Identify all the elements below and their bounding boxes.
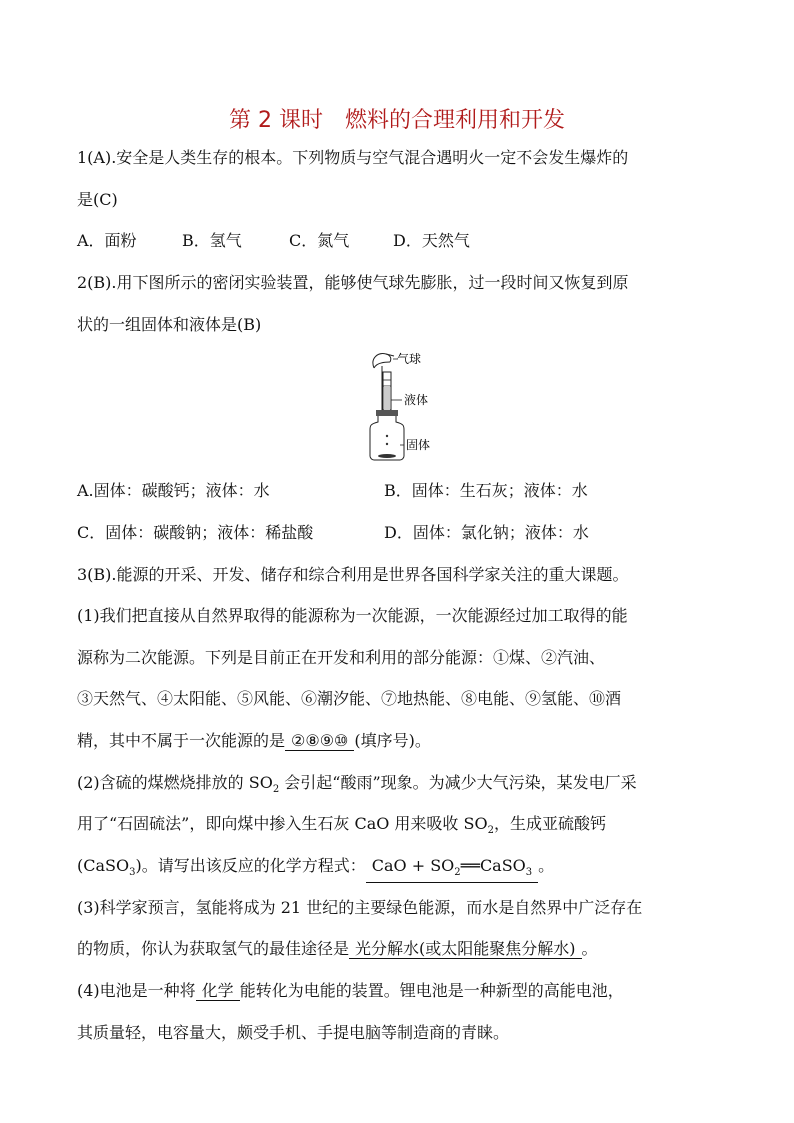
q3-part3-suffix: 。 [581, 939, 598, 958]
q3-part1-line-3: ③天然气、④太阳能、⑤风能、⑥潮汐能、⑦地热能、⑧电能、⑨氢能、⑩酒 [77, 689, 622, 708]
q3-part2-line-1 [77, 771, 637, 802]
q3-part2-line-2 [77, 812, 606, 843]
equation-sub-1: 2 [454, 867, 461, 879]
q3-part1-prefix: 精，其中不属于一次能源的是 [77, 731, 286, 750]
q3-part4-answer: 化学 [196, 981, 240, 1001]
q2-line-2: 状的一组固体和液体是(B) [77, 315, 262, 334]
q3-part1-answer: ②⑧⑨⑩ [285, 731, 354, 751]
q1-option-d: D．天然气 [393, 231, 470, 250]
q2-line-1: 2(B).用下图所示的密闭实验装置，能够使气球先膨胀，过一段时间又恢复到原 [77, 273, 629, 292]
q3-part2-l1-pre: (2)含硫的煤燃烧排放的 SO [77, 773, 273, 792]
q3-part4-line-2: 其质量轻，电容量大，颇受手机、手提电脑等制造商的青睐。 [77, 1023, 510, 1042]
q1-option-b: B．氢气 [182, 231, 242, 250]
figure-label-balloon: 气球 [397, 352, 422, 366]
q3-part1-line-2: 源称为二次能源。下列是目前正在开发和利用的部分能源：①煤、②汽油、 [77, 648, 606, 667]
q3-part2-l2-post: ，生成亚硫酸钙 [493, 814, 606, 833]
q3-part4-suffix: 能转化为电能的装置。锂电池是一种新型的高能电池， [239, 981, 624, 1000]
q3-part2-l3-sub: 3 [129, 867, 136, 879]
q3-part3-line-2 [77, 937, 598, 961]
q2-option-b: B．固体：生石灰；液体：水 [384, 481, 588, 500]
q3-part3-prefix: 的物质，你认为获取氢气的最佳途径是 [77, 939, 350, 958]
q3-intro: 3(B).能源的开采、开发、储存和综合利用是世界各国科学家关注的重大课题。 [77, 565, 629, 584]
equation-sub-2: 3 [525, 867, 533, 879]
q3-part1-suffix: (填序号)。 [354, 731, 431, 750]
q1-option-c: C．氮气 [289, 231, 350, 250]
q2-option-a: A.固体：碳酸钙；液体：水 [77, 481, 270, 500]
q3-part2-l3-post: 。 [538, 856, 555, 875]
q3-part4-prefix: (4)电池是一种将 [77, 981, 196, 1000]
page-title: 第 2 课时 燃料的合理利用和开发 [229, 108, 565, 133]
equation-right: CaSO [479, 856, 526, 875]
apparatus-figure [360, 350, 460, 462]
q3-part2-l2-sub: 2 [487, 825, 494, 837]
q3-part2-l2-pre: 用了“石固硫法”，即向煤中掺入生石灰 CaO 用来吸收 SO [77, 814, 488, 833]
equation-left: CaO + SO [371, 856, 455, 875]
q2-option-c: C．固体：碳酸钠；液体：稀盐酸 [77, 523, 314, 542]
apparatus-diagram [360, 350, 460, 462]
q3-part4-line-1 [77, 979, 624, 1003]
q3-part3-answer: 光分解水(或太阳能聚焦分解水) [349, 939, 582, 959]
q3-part2-line-3 [77, 854, 554, 885]
figure-label-solid: 固体 [406, 438, 431, 452]
q2-option-d: D．固体：氯化钠；液体：水 [384, 523, 589, 542]
figure-label-liquid: 液体 [404, 393, 429, 407]
q3-part2-answer [366, 856, 538, 883]
q3-part2-l3-mid: )。请写出该反应的化学方程式： [135, 856, 366, 875]
q1-option-a: A．面粉 [77, 231, 137, 250]
q3-part2-l1-post: 会引起“酸雨”现象。为减少大气污染，某发电厂采 [279, 773, 637, 792]
q3-part2-l1-sub: 2 [272, 784, 280, 796]
q3-part2-l3-pre: (CaSO [77, 856, 130, 875]
q1-line-1: 1(A).安全是人类生存的根本。下列物质与空气混合遇明火一定不会发生爆炸的 [77, 148, 629, 167]
q3-part1-line-1: (1)我们把直接从自然界取得的能源称为一次能源，一次能源经过加工取得的能 [77, 606, 628, 625]
q3-part3-line-1: (3)科学家预言，氢能将成为 21 世纪的主要绿色能源，而水是自然界中广泛存在 [77, 898, 643, 917]
q1-line-2: 是(C) [77, 190, 118, 209]
q3-part1-line-4 [77, 729, 431, 753]
equation-sign: ══ [460, 856, 480, 875]
